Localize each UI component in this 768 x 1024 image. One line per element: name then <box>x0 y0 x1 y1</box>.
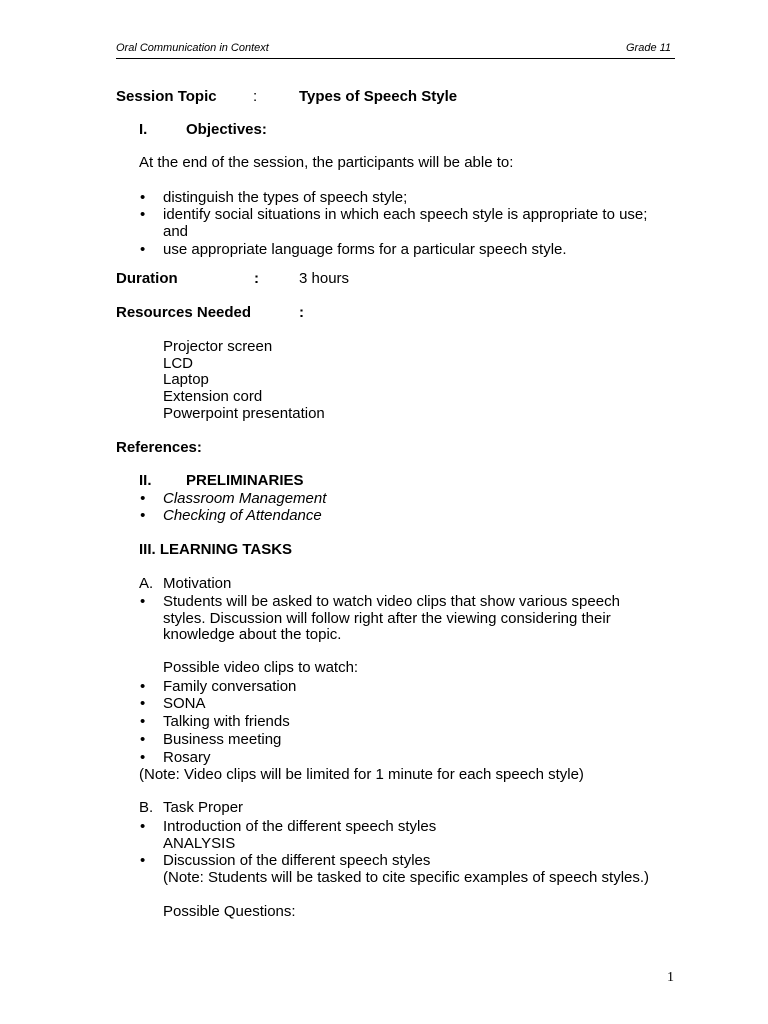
objective-item-continuation: and <box>163 223 189 240</box>
motivation-heading: Motivation <box>163 575 232 592</box>
task-proper-sub: ANALYSIS <box>163 835 236 852</box>
bullet-icon: • <box>140 695 146 712</box>
task-proper-note: (Note: Students will be tasked to cite specific examples of speech styles.) <box>163 869 650 886</box>
bullet-icon: • <box>140 678 146 695</box>
objectives-number: I. <box>139 121 148 138</box>
objective-item: use appropriate language forms for a particular speech style. <box>163 241 567 258</box>
video-clips-intro: Possible video clips to watch: <box>163 659 359 676</box>
bullet-icon: • <box>140 731 146 748</box>
objectives-intro: At the end of the session, the participants will be able to: <box>139 154 514 171</box>
task-proper-heading: Task Proper <box>163 799 244 816</box>
task-proper-item: Introduction of the different speech styles <box>163 818 437 835</box>
objective-item: identify social situations in which each speech style is appropriate to use; <box>163 206 648 223</box>
bullet-icon: • <box>140 713 146 730</box>
learning-tasks-heading: III. LEARNING TASKS <box>139 541 293 558</box>
bullet-icon: • <box>140 241 146 258</box>
motivation-letter: A. <box>139 575 154 592</box>
session-topic-colon: : <box>253 88 258 105</box>
header-course-title: Oral Communication in Context <box>116 42 269 54</box>
objectives-heading: Objectives: <box>186 121 267 138</box>
video-clips-note: (Note: Video clips will be limited for 1 minute for each speech style) <box>139 766 584 783</box>
bullet-icon: • <box>140 749 146 766</box>
bullet-icon: • <box>140 206 146 223</box>
duration-colon: : <box>254 270 259 287</box>
possible-questions-label: Possible Questions: <box>163 903 296 920</box>
resource-item: Laptop <box>163 371 209 388</box>
page-number: 1 <box>667 970 674 985</box>
bullet-icon: • <box>140 189 146 206</box>
video-clip-item: Family conversation <box>163 678 297 695</box>
video-clip-item: Business meeting <box>163 731 282 748</box>
bullet-icon: • <box>140 852 146 869</box>
objective-item: distinguish the types of speech style; <box>163 189 408 206</box>
resource-item: Projector screen <box>163 338 273 355</box>
bullet-icon: • <box>140 593 146 610</box>
task-proper-letter: B. <box>139 799 154 816</box>
duration-value: 3 hours <box>299 270 350 287</box>
resource-item: Extension cord <box>163 388 263 405</box>
motivation-description-line: styles. Discussion will follow right after the viewing considering their <box>163 610 611 627</box>
header-grade: Grade 11 <box>626 42 672 54</box>
resource-item: Powerpoint presentation <box>163 405 325 422</box>
resources-label: Resources Needed <box>116 304 252 321</box>
session-topic-value: Types of Speech Style <box>299 88 458 105</box>
video-clip-item: Rosary <box>163 749 211 766</box>
duration-label: Duration <box>116 270 178 287</box>
preliminary-item: Classroom Management <box>163 490 327 507</box>
resource-item: LCD <box>163 355 194 372</box>
task-proper-item: Discussion of the different speech styles <box>163 852 431 869</box>
references-label: References: <box>116 439 202 456</box>
preliminary-item: Checking of Attendance <box>163 507 322 524</box>
motivation-description-line: Students will be asked to watch video clips that show various speech <box>163 593 620 610</box>
session-topic-label: Session Topic <box>116 88 217 105</box>
preliminaries-number: II. <box>139 472 152 489</box>
header-divider <box>116 58 675 59</box>
bullet-icon: • <box>140 507 146 524</box>
motivation-description-line: knowledge about the topic. <box>163 626 342 643</box>
resources-colon: : <box>299 304 304 321</box>
video-clip-item: Talking with friends <box>163 713 290 730</box>
bullet-icon: • <box>140 490 146 507</box>
bullet-icon: • <box>140 818 146 835</box>
preliminaries-heading: PRELIMINARIES <box>186 472 304 489</box>
video-clip-item: SONA <box>163 695 206 712</box>
